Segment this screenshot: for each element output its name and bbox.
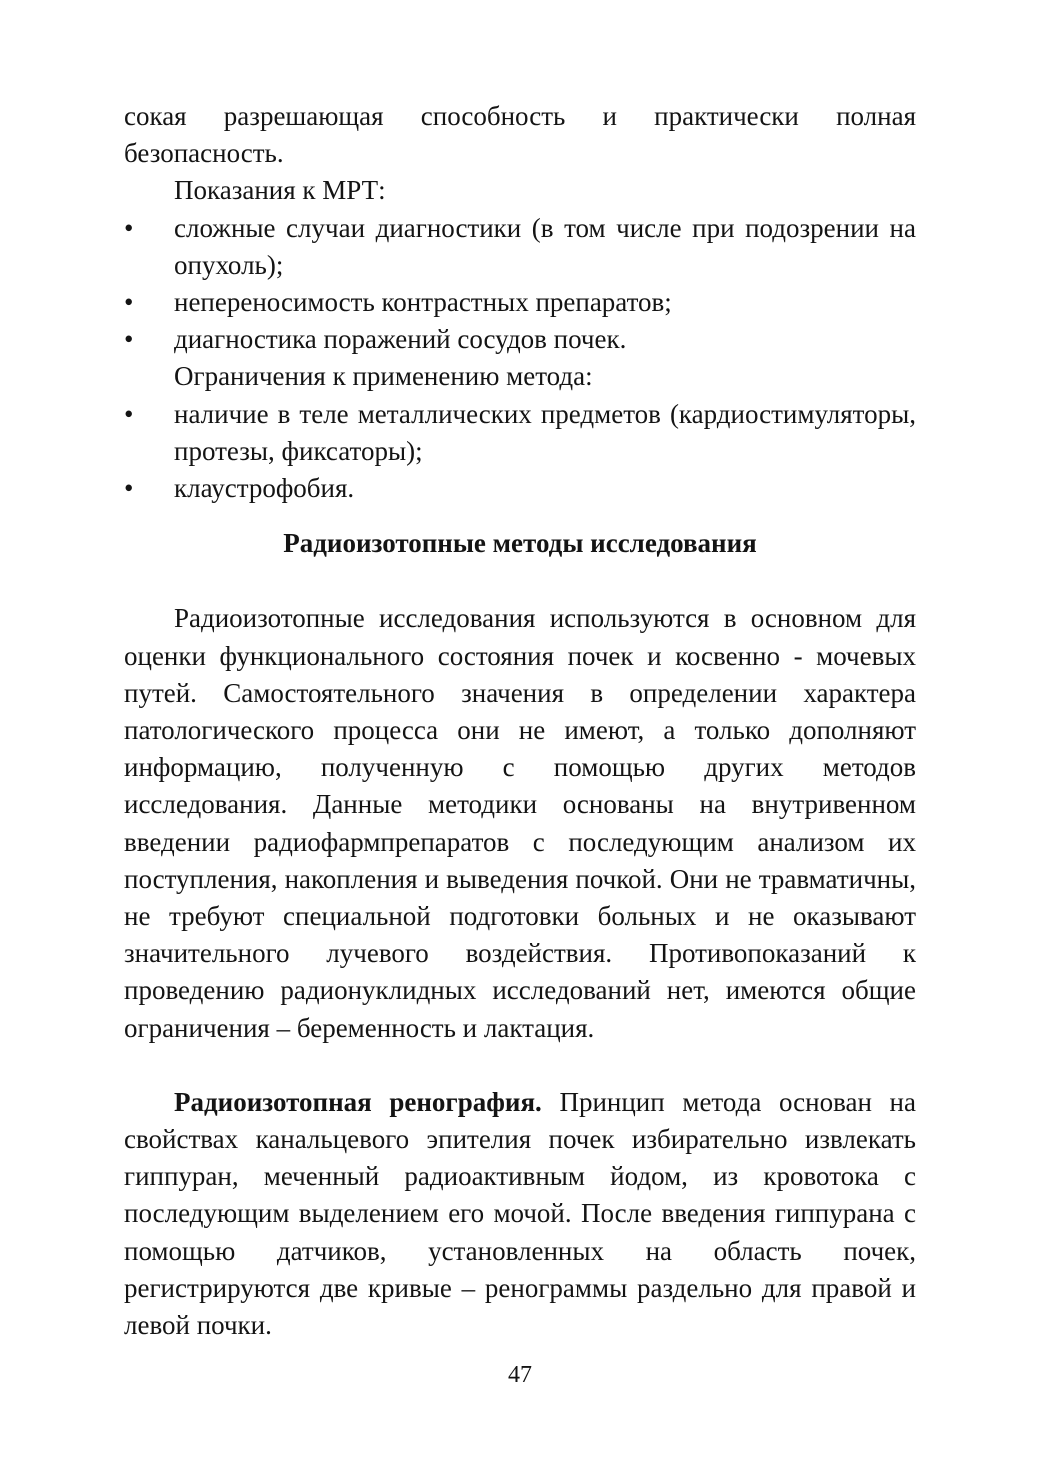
section-heading: Радиоизотопные методы исследования bbox=[283, 528, 757, 559]
bullet-icon: • bbox=[124, 287, 134, 318]
mri-indications-title: Показания к МРТ: bbox=[174, 175, 386, 206]
list-item: • непереносимость контрастных препаратов; bbox=[124, 284, 916, 321]
mri-indications-list bbox=[124, 210, 916, 359]
list-item: • сложные случаи диагностики (в том числе при подозрении на опухоль); bbox=[124, 210, 916, 284]
list-item: • диагностика поражений сосудов почек. bbox=[124, 321, 916, 358]
page-number: 47 bbox=[508, 1362, 532, 1388]
list-item: • наличие в теле металлических предметов (кардиостимуляторы, протезы, фиксаторы); bbox=[124, 396, 916, 470]
list-item: • клаустрофобия. bbox=[124, 470, 916, 507]
intro-paragraph-tail: сокая разрешающая способность и практически полная безопасность. bbox=[124, 101, 916, 169]
mri-limitations-title: Ограничения к применению метода: bbox=[174, 361, 593, 392]
mri-limitations-list bbox=[124, 396, 916, 508]
bullet-icon: • bbox=[124, 212, 134, 243]
bullet-icon: • bbox=[124, 473, 134, 504]
renography-term: Радиоизотопная ренография. bbox=[174, 1086, 542, 1117]
renography-text: Принцип метода основан на свойствах канальцевого эпителия почек избирательно извлекать гиппуран, меченный радиоактивным йодом, из кровотока с последующим выделением его мочой. После введения гиппурана с помощью датчиков, установленных на область почек, регистрируются две кривые – ренограммы раздельно для правой и левой почки. bbox=[124, 1086, 916, 1341]
renography-paragraph bbox=[124, 1084, 916, 1344]
bullet-icon: • bbox=[124, 324, 134, 355]
radioisotope-paragraph: Радиоизотопные исследования используются в основном для оценки функционального состояния почек и косвенно - мочевых путей. Самостоятельного значения в определении характера патологического процесса они не имеют, а только дополняют информацию, полученную с помощью других методов исследования. Данные методики основаны на внутривенном введении радиофармпрепаратов с последующим анализом их поступления, накопления и выведения почкой. Они не травматичны, не требуют специальной подготовки больных и не оказывают значительного лучевого воздействия. Противопоказаний к проведению радионуклидных исследований нет, имеются общие ограничения – беременность и лактация. bbox=[124, 603, 916, 1043]
bullet-icon: • bbox=[124, 398, 134, 429]
page-body bbox=[124, 98, 916, 1344]
